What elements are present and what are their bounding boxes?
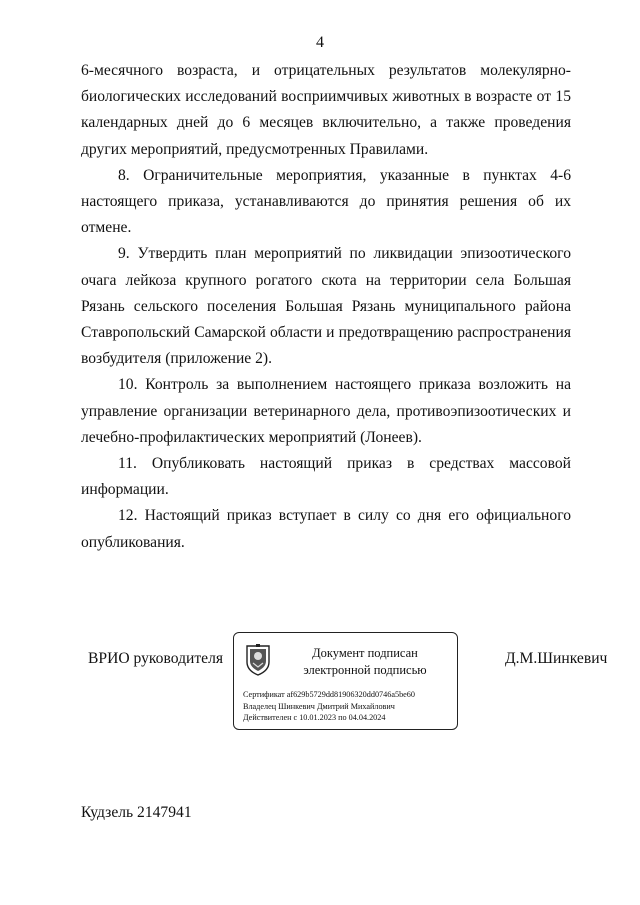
document-body (81, 58, 571, 556)
esign-certificate: Сертификат af629b5729dd81906320dd0746a5be60 (243, 690, 415, 699)
esign-validity: Действителен с 10.01.2023 по 04.04.2024 (243, 713, 386, 722)
esign-title-line-1: Документ подписан (312, 646, 418, 660)
executor-note: Кудзель 2147941 (81, 804, 192, 821)
esign-details (243, 689, 415, 724)
paragraph-item-10: 10. Контроль за выполнением настоящего приказа возложить на управление организации ветеринарного дела, противоэпизоотических и лечебно-профилактических мероприятий (Лонеев). (81, 376, 571, 446)
paragraph-item-11: 11. Опубликовать настоящий приказ в средствах массовой информации. (81, 455, 571, 499)
esign-title-line-2: электронной подписью (303, 663, 427, 677)
electronic-signature-stamp (233, 632, 458, 730)
paragraph-item-8: 8. Ограничительные мероприятия, указанные в пунктах 4-6 настоящего приказа, устанавливаются до принятия решения об их отмене. (81, 166, 571, 237)
paragraph-item-9: 9. Утвердить план мероприятий по ликвидации эпизоотического очага лейкоза крупного рогатого скота на территории села Большая Рязань сельского поселения Большая Рязань муниципального района Ставропольский Самарской области и предотвращению распространения возбудителя (приложение 2). (81, 245, 571, 368)
esign-title (280, 645, 450, 679)
coat-of-arms-emblem-icon (244, 643, 272, 677)
signature-block (0, 632, 640, 732)
esign-owner: Владелец Шинкевич Дмитрий Михайлович (243, 701, 395, 711)
signatory-position: ВРИО руководителя (88, 650, 224, 667)
page-number: 4 (316, 34, 324, 51)
paragraph-continuation: 6-месячного возраста, и отрицательных результатов молекулярно-биологических исследований восприимчивых животных в возрасте от 15 календарных дней до 6 месяцев включительно, а также проведения других мероприятий, предусмотренных Правилами. (81, 62, 571, 158)
paragraph-item-12: 12. Настоящий приказ вступает в силу со дня его официального опубликования. (81, 507, 571, 551)
signatory-name: Д.М.Шинкевич (505, 650, 608, 667)
